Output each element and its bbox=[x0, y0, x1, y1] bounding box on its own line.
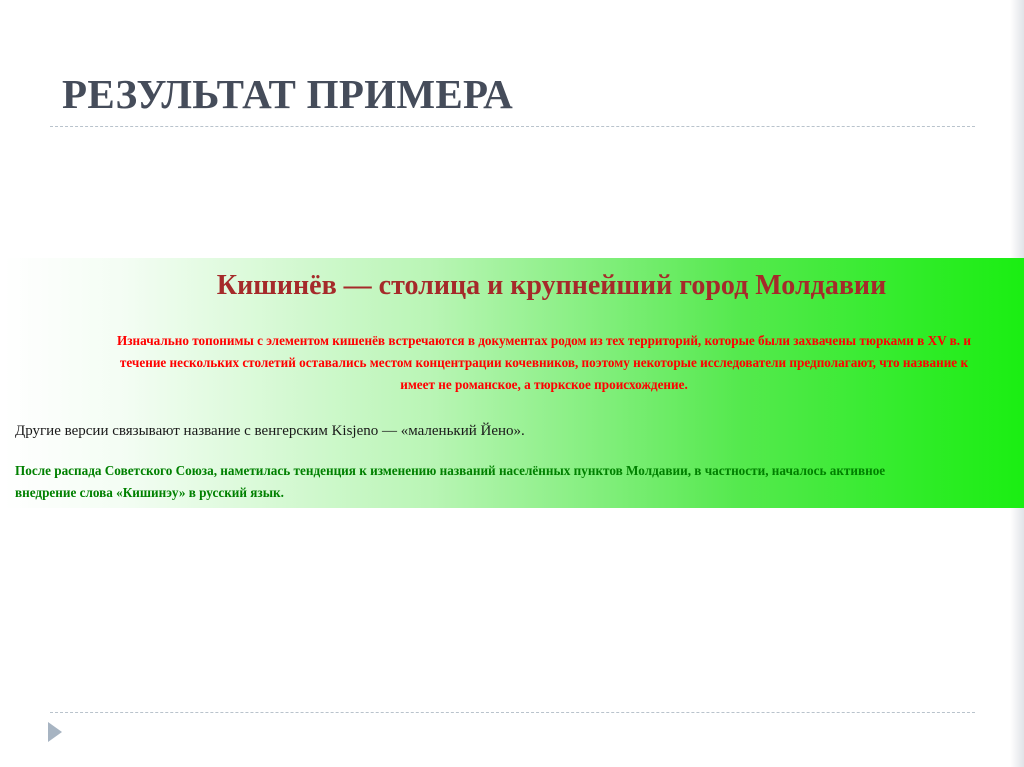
triangle-right-icon bbox=[48, 722, 62, 742]
title-divider bbox=[50, 126, 975, 127]
web-page-example bbox=[4, 258, 1024, 508]
green-paragraph-line: внедрение слова «Кишинэу» в русский язык. bbox=[15, 485, 284, 500]
example-heading: Кишинёв — столица и крупнейший город Молдавии bbox=[216, 270, 887, 301]
footer-divider bbox=[50, 712, 975, 713]
slide-title: РЕЗУЛЬТАТ ПРИМЕРА bbox=[62, 71, 514, 117]
red-paragraph-line: Изначально топонимы с элементом кишенёв встречаются в документах родом из тех территорий, которые были захвачены тюрками в XV в. и bbox=[116, 333, 971, 348]
plain-paragraph: Другие версии связывают название с венгерским Kisjeno — «маленький Йено». bbox=[15, 423, 525, 439]
red-paragraph-line: течение нескольких столетий оставались местом концентрации кочевников, поэтому некоторые исследователи предполагают, что название к bbox=[119, 355, 969, 370]
green-paragraph bbox=[15, 460, 885, 504]
red-paragraph-line: имеет не романское, а тюркское происхождение. bbox=[400, 377, 688, 392]
red-paragraph bbox=[4, 330, 1024, 396]
green-paragraph-line: После распада Советского Союза, наметилась тенденция к изменению названий населённых пунктов Молдавии, в частности, началось активное bbox=[15, 463, 886, 478]
